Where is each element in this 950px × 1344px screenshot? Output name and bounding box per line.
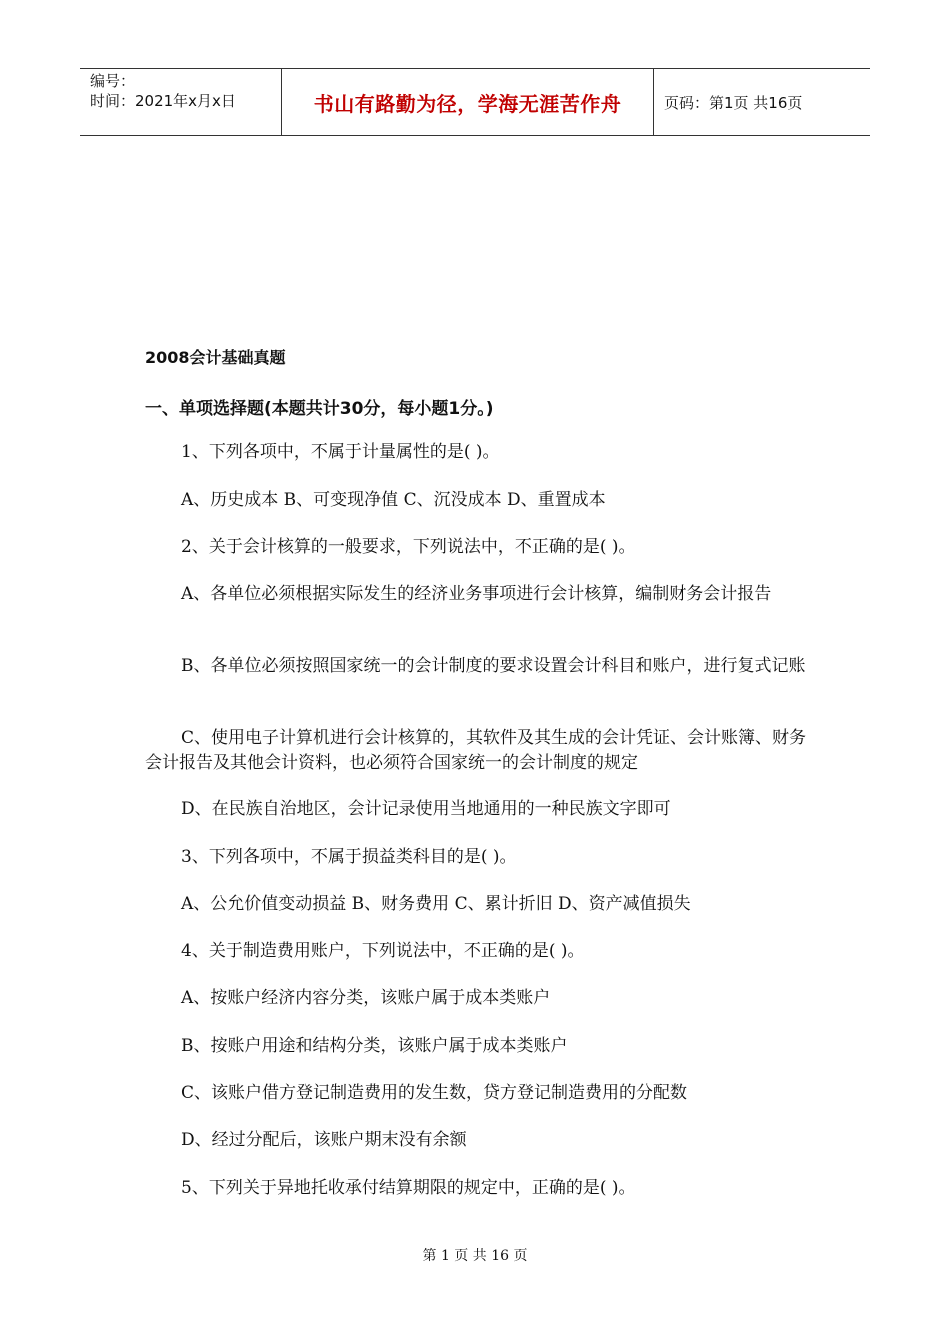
question-paragraph: 5、下列关于异地托收承付结算期限的规定中，正确的是( )。 [181, 1178, 636, 1198]
question-option: D、在民族自治地区，会计记录使用当地通用的一种民族文字即可 [181, 799, 671, 819]
question-option: B、按账户用途和结构分类，该账户属于成本类账户 [181, 1036, 568, 1056]
question-paragraph: 3、下列各项中，不属于损益类科目的是( )。 [181, 847, 517, 867]
question-paragraph: 4、关于制造费用账户，下列说法中，不正确的是( )。 [181, 941, 585, 961]
section-heading: 一、单项选择题(本题共计30分，每小题1分。) [145, 399, 494, 419]
question-option: A、按账户经济内容分类，该账户属于成本类账户 [181, 988, 551, 1008]
question-paragraph: 2、关于会计核算的一般要求，下列说法中，不正确的是( )。 [181, 537, 636, 557]
header-table [80, 68, 870, 136]
question-options: A、公允价值变动损益 B、财务费用 C、累计折旧 D、资产减值损失 [181, 894, 691, 914]
document-number-label: 编号： [90, 72, 136, 90]
question-option: B、各单位必须按照国家统一的会计制度的要求设置会计科目和账户，进行复式记账 [181, 656, 806, 676]
question-option: A、各单位必须根据实际发生的经济业务事项进行会计核算，编制财务会计报告 [181, 584, 772, 604]
page-footer: 第 1 页 共 16 页 [422, 1248, 528, 1264]
document-date: 时间：2021年x月x日 [90, 92, 236, 110]
question-option: C、该账户借方登记制造费用的发生数，贷方登记制造费用的分配数 [181, 1083, 688, 1103]
header-meta [80, 69, 282, 135]
question-paragraph: 1、下列各项中，不属于计量属性的是( )。 [181, 442, 500, 462]
header-page-info: 页码：第1页 共16页 [664, 93, 803, 112]
header-motto: 书山有路勤为径，学海无涯苦作舟 [282, 69, 654, 135]
question-options: A、历史成本 B、可变现净值 C、沉没成本 D、重置成本 [181, 490, 606, 510]
question-option: D、经过分配后，该账户期末没有余额 [181, 1130, 467, 1150]
question-option: C、使用电子计算机进行会计核算的，其软件及其生成的会计凭证、会计账簿、财务会计报告及其他会计资料，也必须符合国家统一的会计制度的规定 [145, 728, 807, 773]
document-title: 2008会计基础真题 [145, 348, 286, 367]
